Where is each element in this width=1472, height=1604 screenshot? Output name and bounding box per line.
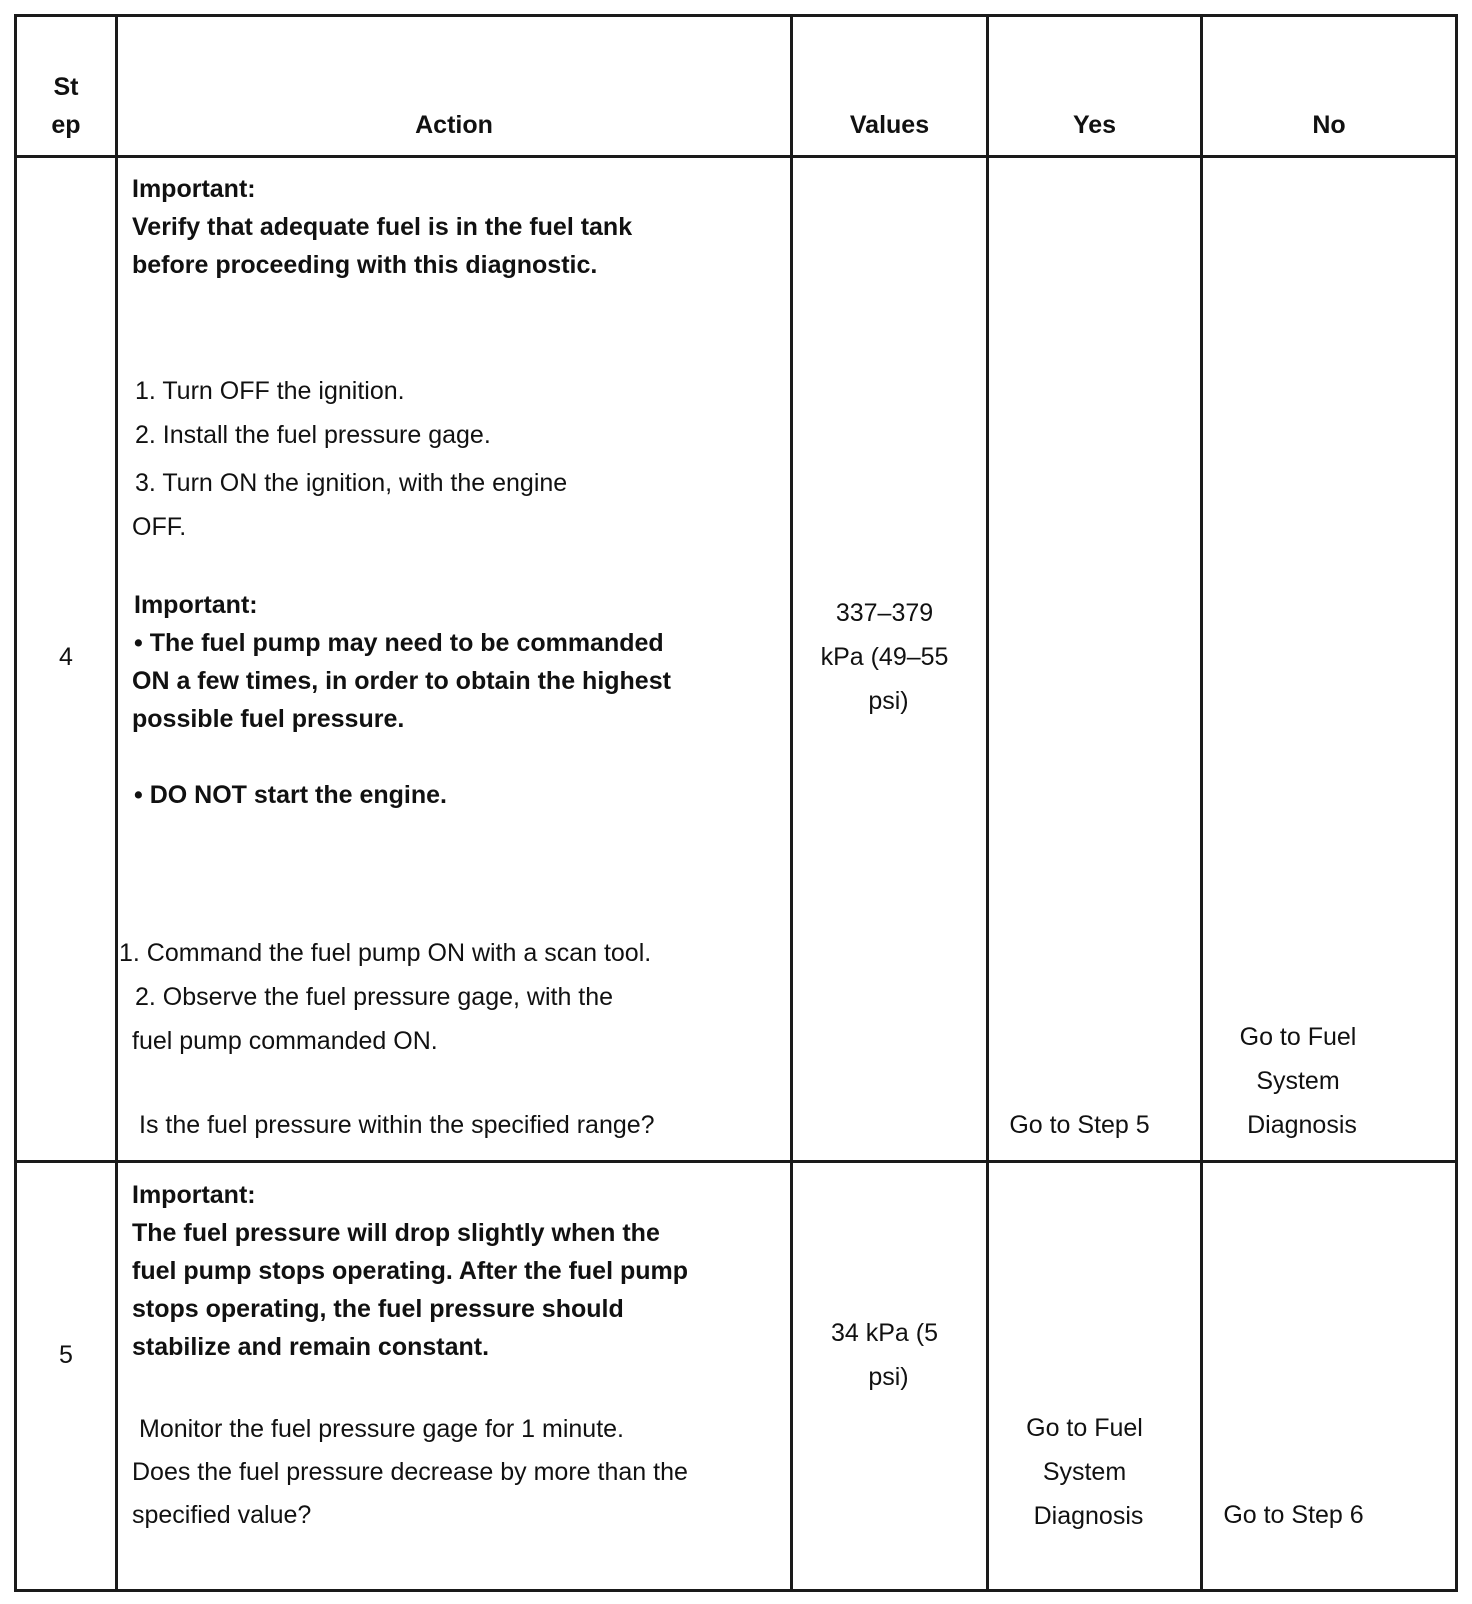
header-step-line2: ep xyxy=(51,111,81,139)
important-title: Important: xyxy=(132,175,256,203)
no-result: Go to Step 6 xyxy=(1223,1501,1364,1529)
values-line: 34 kPa (5 xyxy=(830,1319,938,1347)
important-text: stabilize and remain constant. xyxy=(132,1333,490,1361)
important-text: The fuel pressure will drop slightly when the xyxy=(132,1219,660,1247)
diagnostic-question: Is the fuel pressure within the specified range? xyxy=(139,1111,655,1139)
important-text: before proceeding with this diagnostic. xyxy=(132,251,598,279)
values-cell xyxy=(793,600,976,716)
values-line: 337–379 xyxy=(835,599,934,627)
yes-result: Go to Step 5 xyxy=(1009,1111,1150,1139)
header-yes: Yes xyxy=(1072,111,1117,139)
column-divider xyxy=(986,14,989,1592)
important-text: stops operating, the fuel pressure should xyxy=(132,1295,624,1323)
list-item: 1. Command the fuel pump ON with a scan tool. xyxy=(119,939,652,967)
bullet-item: • The fuel pump may need to be commanded xyxy=(134,629,664,657)
list-item-continuation: OFF. xyxy=(132,513,187,541)
row-divider xyxy=(14,1160,1458,1163)
important-text: Verify that adequate fuel is in the fuel tank xyxy=(132,213,633,241)
header-no: No xyxy=(1312,111,1346,139)
important-title: Important: xyxy=(134,591,258,619)
yes-result-line: Go to Fuel xyxy=(1026,1414,1143,1442)
yes-result-line: System xyxy=(1042,1458,1127,1486)
list-item-continuation: fuel pump commanded ON. xyxy=(132,1027,438,1055)
important-text: fuel pump stops operating. After the fuel pump xyxy=(132,1257,689,1285)
values-cell xyxy=(793,1320,976,1392)
no-result xyxy=(1203,1024,1393,1140)
table-border-bottom xyxy=(14,1589,1458,1592)
diagnostic-question: specified value? xyxy=(132,1501,312,1529)
instruction-text: Monitor the fuel pressure gage for 1 minute. xyxy=(139,1415,624,1443)
list-item: 1. Turn OFF the ignition. xyxy=(135,377,405,405)
values-line: psi) xyxy=(868,687,909,715)
header-action: Action xyxy=(415,111,493,139)
column-divider xyxy=(1200,14,1203,1592)
diagnostic-question: Does the fuel pressure decrease by more than the xyxy=(132,1458,688,1486)
bullet-item-continuation: possible fuel pressure. xyxy=(132,705,405,733)
header-step-line1: St xyxy=(53,73,79,101)
list-item: 3. Turn ON the ignition, with the engine xyxy=(135,469,568,497)
header-step xyxy=(17,74,115,140)
step-number: 4 xyxy=(59,643,73,671)
yes-result-line: Diagnosis xyxy=(1033,1502,1144,1530)
no-result-line: Go to Fuel xyxy=(1239,1023,1357,1051)
values-line: kPa (49–55 xyxy=(820,643,949,671)
step-number: 5 xyxy=(59,1341,73,1369)
yes-result xyxy=(989,1415,1180,1531)
table-border-right xyxy=(1455,14,1458,1592)
important-title: Important: xyxy=(132,1181,256,1209)
bullet-item: • DO NOT start the engine. xyxy=(134,781,447,809)
list-item: 2. Install the fuel pressure gage. xyxy=(135,421,491,449)
bullet-item-continuation: ON a few times, in order to obtain the highest xyxy=(132,667,671,695)
list-item: 2. Observe the fuel pressure gage, with the xyxy=(135,983,614,1011)
header-values: Values xyxy=(849,111,930,139)
table-border-top xyxy=(14,14,1458,17)
header-divider xyxy=(14,155,1458,158)
no-result-line: Diagnosis xyxy=(1247,1111,1357,1139)
values-line: psi) xyxy=(868,1363,909,1391)
column-divider xyxy=(115,14,118,1592)
no-result-line: System xyxy=(1256,1067,1340,1095)
